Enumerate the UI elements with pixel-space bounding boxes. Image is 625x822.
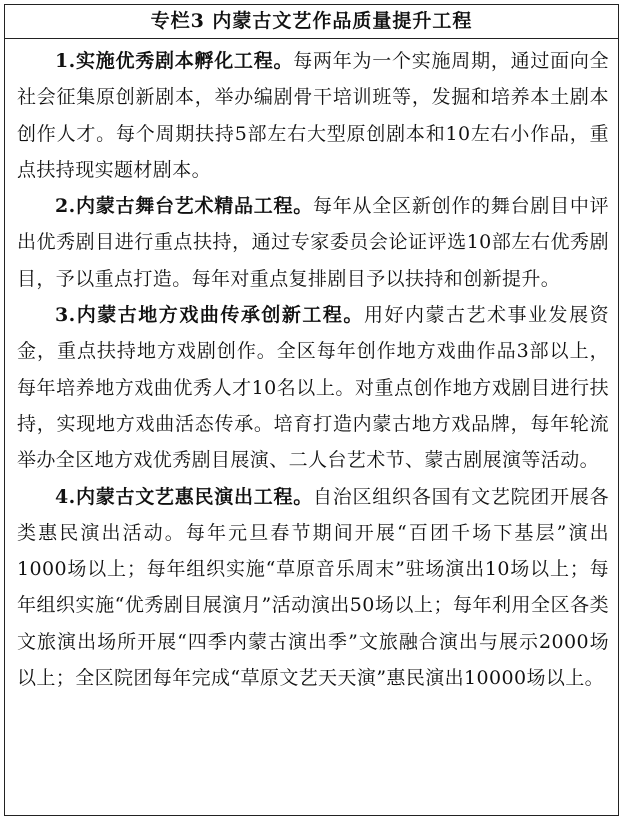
item-paragraph xyxy=(17,479,609,697)
column-content xyxy=(5,39,618,696)
column-title: 专栏3 内蒙古文艺作品质量提升工程 xyxy=(5,5,618,39)
item-heading: 2.内蒙古舞台艺术精品工程。 xyxy=(55,195,314,218)
column-box xyxy=(4,4,619,816)
item-body: 每年从全区新创作的舞台剧目中评出优秀剧目进行重点扶持，通过专家委员会论证评选10部左右优秀剧目，予以重点打造。每年对重点复排剧目予以扶持和创新提升。 xyxy=(17,195,609,290)
item-body: 自治区组织各国有文艺院团开展各类惠民演出活动。每年元旦春节期间开展“百团千场下基层”演出1000场以上；每年组织实施“草原音乐周末”驻场演出10场以上；每年组织实施“优秀剧目展演月”活动演出50场以上；每年利用全区各类文旅演出场所开展“四季内蒙古演出季”文旅融合演出与展示2000场以上；全区院团每年完成“草原文艺天天演”惠民演出10000场以上。 xyxy=(17,485,609,690)
item-heading: 1.实施优秀剧本孵化工程。 xyxy=(55,50,294,72)
item-paragraph xyxy=(17,43,609,188)
item-paragraph xyxy=(17,297,609,478)
item-paragraph xyxy=(17,188,609,297)
item-body: 用好内蒙古艺术事业发展资金，重点扶持地方戏剧创作。全区每年创作地方戏曲作品3部以上，每年培养地方戏曲优秀人才10名以上。对重点创作地方戏剧目进行扶持，实现地方戏曲活态传承。培育打造内蒙古地方戏品牌，每年轮流举办全区地方戏优秀剧目展演、二人台艺术节、蒙古剧展演等活动。 xyxy=(17,304,609,472)
item-heading: 4.内蒙古文艺惠民演出工程。 xyxy=(55,485,314,508)
item-heading: 3.内蒙古地方戏曲传承创新工程。 xyxy=(55,304,364,327)
item-body: 每两年为一个实施周期，通过面向全社会征集原创新剧本，举办编剧骨干培训班等，发掘和培养本土剧本创作人才。每个周期扶持5部左右大型原创剧本和10左右小作品，重点扶持现实题材剧本。 xyxy=(17,50,609,181)
